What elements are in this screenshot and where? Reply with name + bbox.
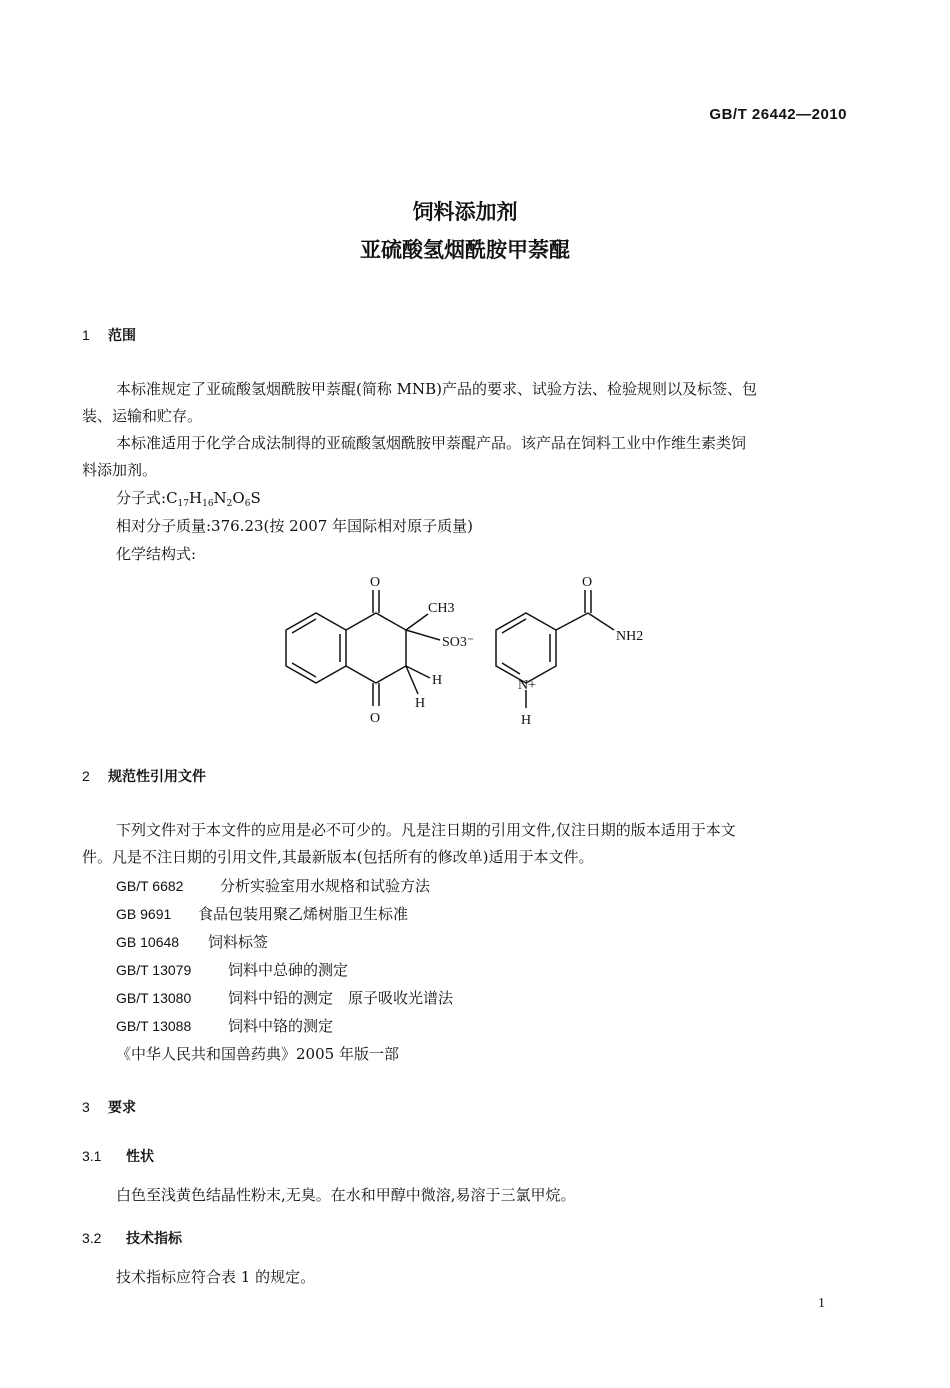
document-title-line1: 饲料添加剂: [412, 200, 518, 224]
page-number: 1: [818, 1296, 825, 1311]
struct-n-plus: N+: [518, 678, 537, 693]
reference-title: 食品包装用聚乙烯树脂卫生标准: [198, 905, 409, 923]
subsection-number: 3.2: [82, 1230, 102, 1246]
scope-para2-line2: 料添加剂。: [82, 461, 158, 479]
formula-c: C: [166, 489, 178, 507]
document-title-line2: 亚硫酸氢烟酰胺甲萘醌: [360, 238, 570, 262]
pyridinium-ring: [496, 613, 556, 683]
section-3-1-heading: [82, 1146, 154, 1166]
quinone-ring: [346, 613, 406, 683]
struct-h-n: H: [521, 713, 532, 728]
struct-ch3: CH3: [428, 601, 455, 616]
reference-code: GB/T 13080: [116, 990, 192, 1006]
subsection-title: 性状: [126, 1149, 154, 1165]
reference-title: 分析实验室用水规格和试验方法: [220, 877, 431, 895]
subsection-title: 技术指标: [126, 1231, 182, 1247]
technical-spec-text: 技术指标应符合表 1 的规定。: [116, 1268, 316, 1286]
molecular-mass: 相对分子质量:376.23(按 2007 年国际相对原子质量): [116, 517, 473, 535]
section-3-heading: [82, 1097, 136, 1117]
reference-item: [116, 959, 348, 980]
reference-item: [116, 987, 453, 1008]
standard-code: GB/T 26442—2010: [709, 106, 847, 123]
formula-s: S: [250, 489, 261, 507]
formula-h-count: 16: [202, 499, 214, 509]
formula-n: N: [213, 489, 227, 507]
reference-code: GB/T 13079: [116, 962, 192, 978]
reference-title: 饲料标签: [208, 933, 269, 951]
struct-o-bottom: O: [370, 711, 381, 726]
struct-so3: SO3⁻: [442, 635, 475, 650]
struct-o-amide: O: [582, 575, 593, 590]
subsection-number: 3.1: [82, 1148, 102, 1164]
reference-item: [116, 875, 430, 896]
reference-item: [116, 931, 268, 952]
refs-para-line2: 件。凡是不注日期的引用文件,其最新版本(包括所有的修改单)适用于本文件。: [82, 848, 594, 866]
reference-title: 饲料中总砷的测定: [228, 961, 349, 979]
molecular-formula: [116, 488, 261, 514]
formula-n-count: 2: [226, 499, 233, 509]
formula-o: O: [232, 489, 245, 507]
section-1-heading: [82, 325, 136, 345]
section-title: 规范性引用文件: [108, 769, 206, 785]
reference-code: GB 10648: [116, 934, 180, 950]
reference-title: 饲料中铅的测定 原子吸收光谱法: [228, 989, 454, 1007]
section-number: 1: [82, 327, 90, 343]
benzene-ring: [286, 613, 346, 683]
structure-label: 化学结构式:: [116, 545, 197, 563]
reference-code: GB/T 13088: [116, 1018, 192, 1034]
refs-para-line1: 下列文件对于本文件的应用是必不可少的。凡是注日期的引用文件,仅注日期的版本适用于本文: [116, 821, 736, 839]
reference-title: 饲料中铬的测定: [228, 1017, 334, 1035]
reference-item: [116, 903, 408, 924]
section-number: 2: [82, 768, 90, 784]
chemical-structure-diagram: [270, 570, 670, 740]
struct-nh2: NH2: [616, 629, 644, 644]
reference-item: [116, 1015, 333, 1036]
properties-text: 白色至浅黄色结晶性粉末,无臭。在水和甲醇中微溶,易溶于三氯甲烷。: [116, 1186, 576, 1204]
reference-code: GB 9691: [116, 906, 172, 922]
formula-o-count: 6: [244, 499, 251, 509]
struct-h-right: H: [432, 673, 443, 688]
section-title: 范围: [108, 328, 136, 344]
section-number: 3: [82, 1099, 90, 1115]
pharmacopoeia-reference: 《中华人民共和国兽药典》2005 年版一部: [116, 1045, 399, 1063]
section-3-2-heading: [82, 1228, 182, 1248]
scope-para1-line1: 本标准规定了亚硫酸氢烟酰胺甲萘醌(简称 MNB)产品的要求、试验方法、检验规则以及标签、包: [116, 380, 757, 398]
reference-code: GB/T 6682: [116, 878, 184, 894]
formula-h: H: [189, 489, 203, 507]
scope-para1-line2: 装、运输和贮存。: [82, 407, 203, 425]
formula-label: 分子式:: [116, 489, 167, 507]
struct-o-top: O: [370, 575, 381, 590]
section-title: 要求: [108, 1100, 136, 1116]
section-2-heading: [82, 766, 206, 786]
scope-para2-line1: 本标准适用于化学合成法制得的亚硫酸氢烟酰胺甲萘醌产品。该产品在饲料工业中作维生素类饲: [116, 434, 747, 452]
struct-h-bottom: H: [415, 696, 426, 711]
formula-c-count: 17: [177, 499, 189, 509]
